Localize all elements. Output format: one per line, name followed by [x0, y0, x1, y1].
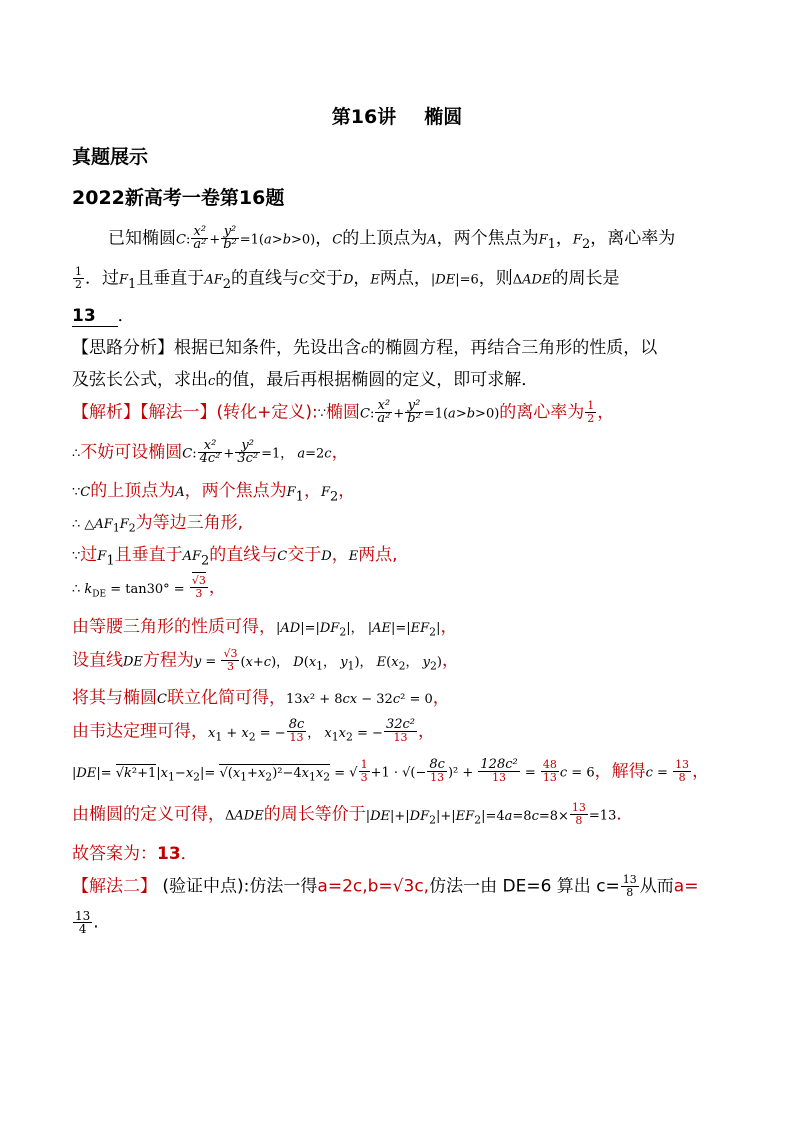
- analysis-line-1: 【思路分析】根据已知条件，先设出含c的椭圆方程，再结合三角形的性质，以: [72, 338, 658, 358]
- solution2-line-1: 【解法二】 (验证中点):仿法一得a=2c,b=√3c,仿法一由 DE=6 算出 c= $\frac{13}{8}$ 从而a=: [72, 873, 699, 899]
- analysis-line-2: 及弦长公式，求出c的值，最后再根据椭圆的定义，即可求解．: [72, 370, 539, 390]
- problem-line-2: $\frac{1}{2}$ ．过$F_1$且垂直于$AF_2$的直线与C交于D，E两点，|DE|=6，则ΔADE的周长是: [75, 265, 620, 292]
- problem-source: 2022新高考一卷第16题: [72, 187, 285, 209]
- solution2-line-2: $\frac{13}{4}$ .: [75, 909, 99, 936]
- solution1-line-6: ∴ $k_{DE} = \tan 30^\circ$ = $\frac{√3}{3}$ ，: [72, 574, 226, 600]
- solution1-line-10: 由韦达定理可得，$x_1 + x_2$ = − $\frac{8c}{13}$ ， $x_1x_2$ = − $\frac{\text{32c²}}{13}$ ，: [72, 717, 435, 744]
- answer-blank: 13: [72, 306, 118, 327]
- solution1-answer: 故答案为：13．: [72, 844, 198, 864]
- solution1-line-8: 设直线DE方程为y = $\frac{√3}{3}$ (x+c)， $D(x_1$， $y_1$)， $E(x_2$， $y_2$)，: [72, 647, 459, 673]
- page-title: [0, 102, 794, 129]
- solution1-line-11: $|DE|= √k^2+1|x_1-x_2|= √(x_1+x_2)^2-4x_1x_2$ = √ $\frac{1}{3}$ +1 · √(− $\frac{8c}{13}$ )² + $\frac{\text{128c²}}{13}$ = $\frac{48}{13}$ c = 6，解得c = $\frac{13}{8}$ ，: [72, 757, 710, 784]
- solution1-line-3: ∵C的上顶点为A，两个焦点为$F_1$，$F_2$，: [72, 481, 356, 505]
- solution1-line-5: ∵过$F_1$且垂直于$AF_2$的直线与C交于D，E两点,: [72, 545, 398, 569]
- solution1-line-7: 由等腰三角形的性质可得，$|AD|=|DF_2|$， $|AE|=|EF_2|$，: [72, 617, 458, 639]
- section-heading: 真题展示: [72, 146, 149, 168]
- lecture-number: 第16讲: [331, 106, 397, 128]
- problem-line-3: 13 ．: [72, 306, 135, 326]
- solution1-line-2: ∴不妨可设椭圆C: $\frac{\text{x²}}{\text{4c²}}$ + $\frac{\text{y²}}{\text{3c²}}$ =1， a=2c，: [72, 438, 349, 466]
- solution1-line-4: ∴ $\triangle AF_1F_2$为等边三角形,: [72, 513, 244, 535]
- problem-line-1: 已知椭圆C: $\frac{\text{x²}}{\text{a²}}$ + $\frac{\text{y²}}{\text{b²}}$ =1(a>b>0)，C的上顶点为A，两个焦点为$F_1$，$F_2$，离心率为: [108, 224, 676, 252]
- solution1-line-1: 【解析】【解法一】(转化+定义):∵椭圆C: $\frac{\text{x²}}{\text{a²}}$ + $\frac{\text{y²}}{\text{b²}}$ =1(a>b>0)的离心率为 $\frac{1}{2}$ ，: [72, 398, 615, 426]
- solution1-line-12: 由椭圆的定义可得，ΔADE的周长等价于$|DE|+|DF_2|+|EF_2|=4a=8c=8\times$ $\frac{13}{8}$ =13．: [72, 801, 634, 827]
- lecture-topic: 椭圆: [424, 106, 463, 128]
- solution1-line-9: 将其与椭圆C联立化简可得，13x² + 8cx − 32c² = 0，: [72, 688, 450, 708]
